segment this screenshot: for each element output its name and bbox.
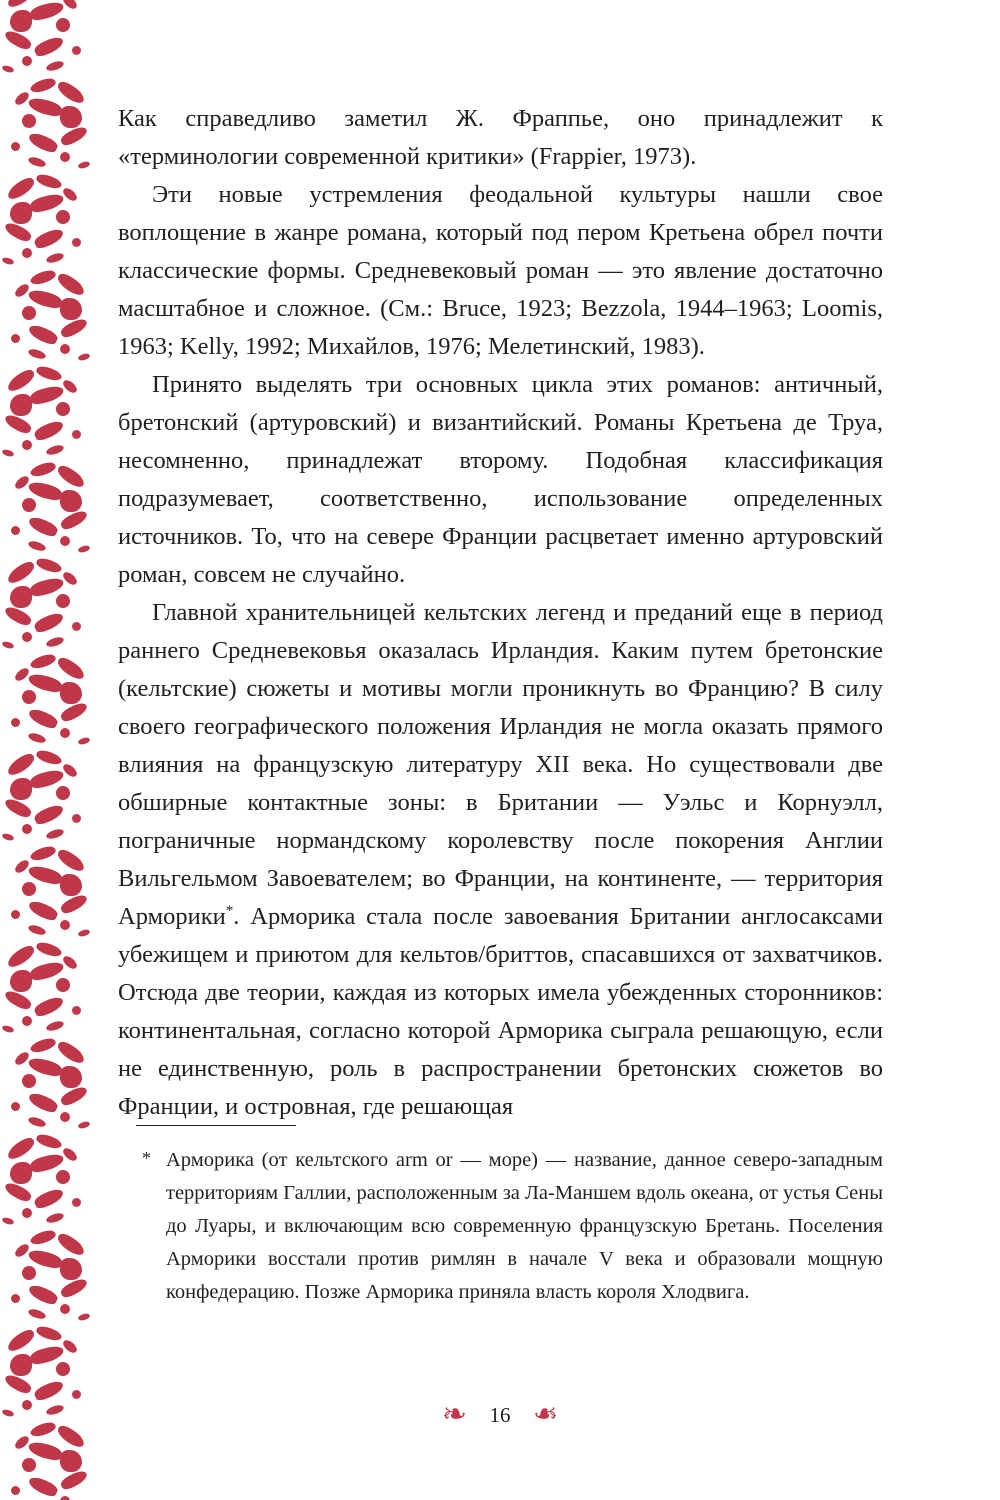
page-number: 16 bbox=[489, 1402, 511, 1427]
flourish-icon-right: ❧ bbox=[535, 1398, 559, 1431]
body-paragraph-with-footnote bbox=[118, 594, 883, 1126]
paragraph-text-tail: . Арморика стала после завоевания Британии англосаксами убежищем и приютом для кельтов/бриттов, спасавшихся от захватчиков. Отсюда две теории, каждая из которых имела убежденных сторонников: континентальная, согласно которой Арморика сыграла решающую, если не единственную, роль в распространении бретонских сюжетов во Франции, и островная, где решающая bbox=[118, 903, 883, 1120]
ornament-motif bbox=[0, 1228, 92, 1324]
footnote-separator-rule bbox=[136, 1125, 296, 1126]
footnote-marker: * bbox=[142, 1148, 151, 1168]
footnote-body: Арморика (от кельтского arm or — море) — название, данное северо-западным территориям Галлии, расположенным за Ла-Маншем вдоль океана, от устья Сены до Луары, и включающим всю современную французскую Бретань. Поселения Арморики восстали против римлян в начале V века и образовали мощную конфедерацию. Позже Арморика приняла власть короля Хлодвига. bbox=[166, 1149, 883, 1303]
ornament-motif bbox=[0, 940, 92, 1036]
ornament-column bbox=[0, 0, 92, 1500]
ornament-motif bbox=[0, 844, 92, 940]
page-text-column bbox=[118, 100, 883, 1126]
ornament-motif bbox=[0, 1132, 92, 1228]
page-footer bbox=[0, 1400, 1000, 1430]
ornament-motif bbox=[0, 268, 92, 364]
ornament-motif bbox=[0, 652, 92, 748]
body-paragraph: Как справедливо заметил Ж. Фраппье, оно принадлежит к «терминологии современной критики» (Frappier, 1973). bbox=[118, 105, 883, 170]
ornament-motif bbox=[0, 364, 92, 460]
body-paragraph: Эти новые устремления феодальной культуры нашли свое воплощение в жанре романа, который под пером Кретьена обрел почти классические формы. Средневековый роман — это явление достаточно масштабное и сложное. (См.: Bruce, 1923; Bezzola, 1944–1963; Loomis, 1963; Kelly, 1992; Михайлов, 1976; Мелетинский, 1983). bbox=[118, 181, 883, 360]
ornament-motif bbox=[0, 1036, 92, 1132]
ornament-motif bbox=[0, 1420, 92, 1500]
ornament-motif bbox=[0, 76, 92, 172]
footnote-text bbox=[118, 1144, 883, 1309]
ornament-motif bbox=[0, 556, 92, 652]
ornament-motif bbox=[0, 172, 92, 268]
footnote-block bbox=[118, 1125, 883, 1309]
paragraph-text-head: Главной хранительницей кельтских легенд и преданий еще в период раннего Средневековья оказалась Ирландия. Каким путем бретонские (кельтские) сюжеты и мотивы могли проникнуть во Францию? В силу своего географического положения Ирландия не могла оказать прямого влияния на французскую литературу XII века. Но существовали две обширные контактные зоны: в Британии — Уэльс и Корнуэлл, пограничные нормандскому королевству после покорения Англии Вильгельмом Завоевателем; во Франции, на континенте, — территория Арморики bbox=[118, 599, 883, 930]
decorative-border-ornament bbox=[0, 0, 92, 1500]
ornament-motif bbox=[0, 0, 92, 76]
flourish-icon-left: ❧ bbox=[441, 1398, 465, 1431]
footnote-reference-marker[interactable]: * bbox=[225, 901, 234, 919]
ornament-motif bbox=[0, 748, 92, 844]
body-paragraph: Принято выделять три основных цикла этих романов: античный, бретонский (артуровский) и византийский. Романы Кретьена де Труа, несомненно, принадлежат второму. Подобная классификация подразумевает, соответственно, использование определенных источников. То, что на севере Франции расцветает именно артуровский роман, совсем не случайно. bbox=[118, 371, 883, 588]
ornament-motif bbox=[0, 460, 92, 556]
